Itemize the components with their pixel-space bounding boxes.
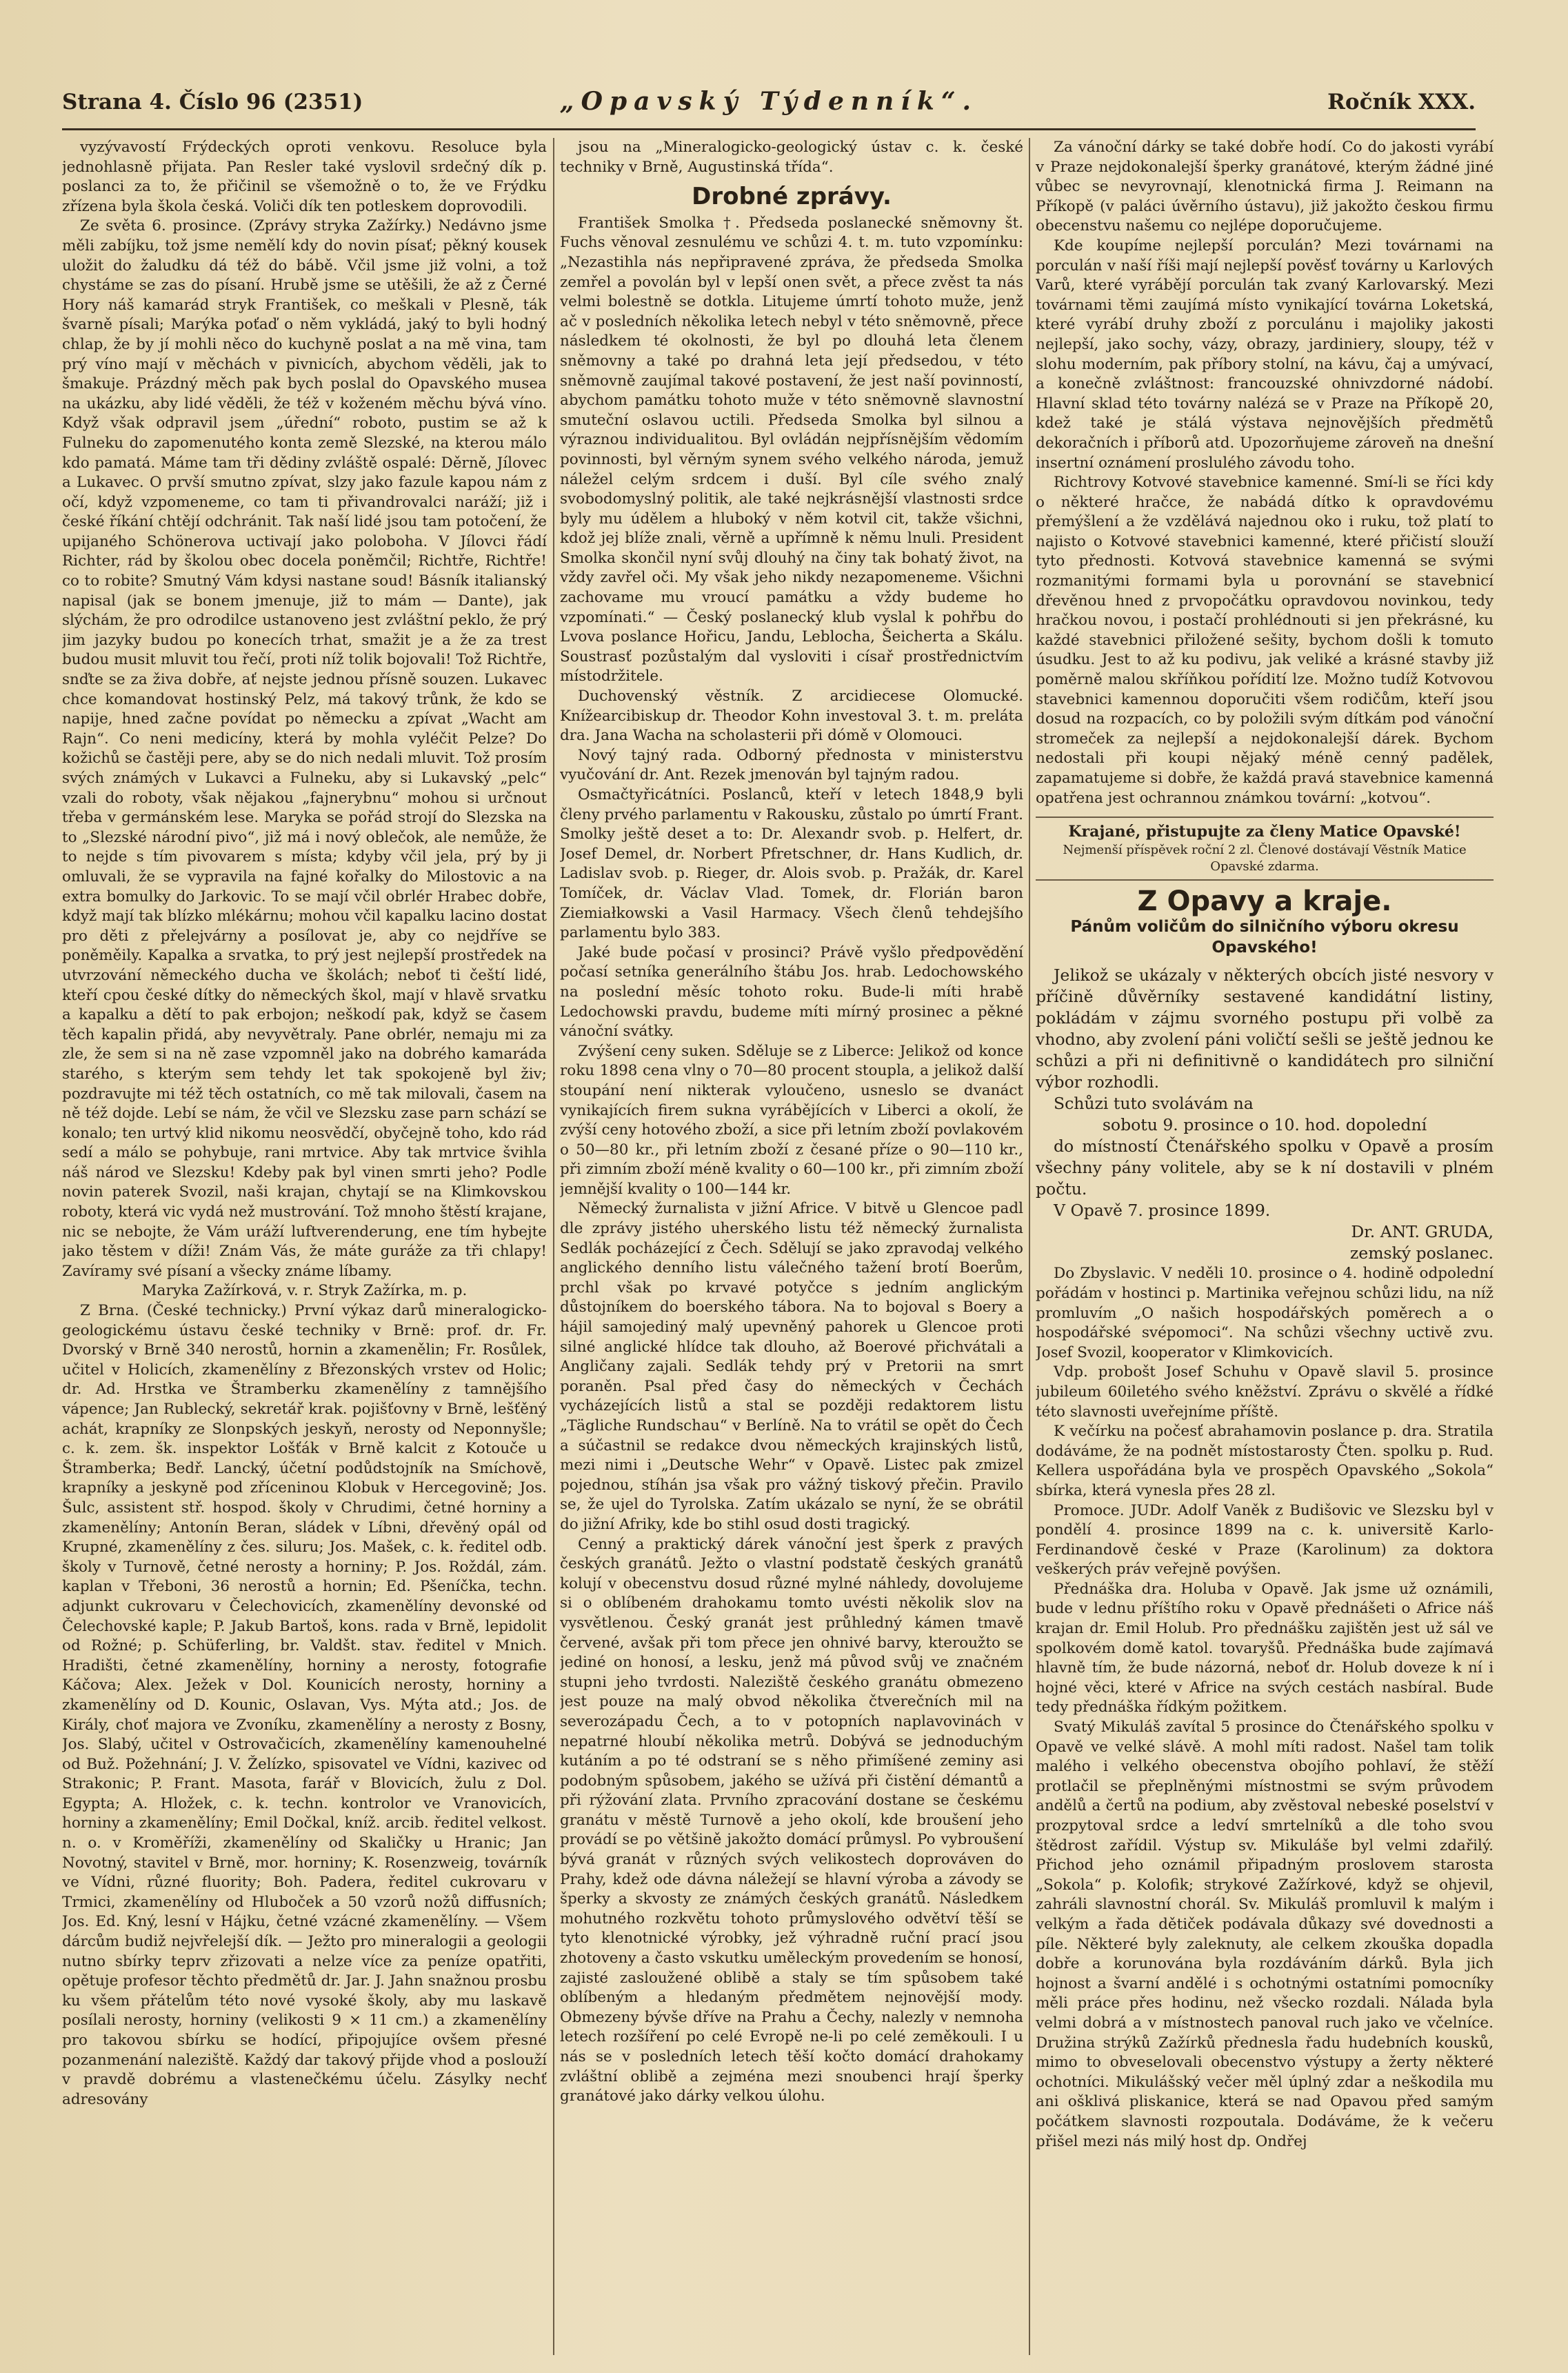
news-item: Svatý Mikuláš zavítal 5 prosince do Čtenářského spolku v Opavě ve velké slávě. A mohl míti radost. Našel tam tolik malého i velkého obecenstva obojího pohlaví, že stěží protlačil se přeplněnými místnostmi se svým průvodem andělů a čertů na podium, aby zvěstoval nebeské poselství v prozpytoval srdce a ledví smrtelníků a dle toho svou štědrost zařídil. Výstup sv. Mikuláše byl velmi zdařilý. Přichod jeho oznámil připadným proslovem starosta „Sokola“ p. Kolofik; strykové Zažírkové, když se ohjevil, zahráli slavnostní chorál. Sv. Mikuláš promluvil k malým i velkým a řada dětiček podávala důkazy své dovednosti a píle. Některé byly zaleknuty, ale celkem zkouška dopadla dobře a korunována byla rozdáváním dárků. Byla jich hojnost a švarní andělé i s ochotnými ostatními pomocníky měli práce přes hodinu, než všecko rozdali. Nálada byla velmi dobrá a v místnostech panoval ruch jako ve včelníce. Družina strýků Zažírků přednesla řadu hudebních kousků, mimo to obveselovali obecenstvo výstupy a žerty některé ochotníci. Mikulášský večer měl úplný zdar a neškodila mu ani ošklivá pliskanice, která se nad Opavou před samým počátkem slavnosti rozpoutala. Dodáváme, že k večeru přišel mezi nás milý host dp. Ondřej xyxy=(1036,1719,1494,2150)
news-item: K večírku na počesť abrahamovin poslance p. dra. Stratila dodáváme, že na podnět místostarosty Čten. spolku p. Rud. Kellera uspořádána byla ve prospěch Opavského „Sokola“ sbírka, která vynesla přes 28 zl. xyxy=(1036,1423,1494,1499)
news-item: Za vánoční dárky se také dobře hodí. Co do jakosti vyrábí v Praze nejdokonalejší šperky granátové, kterým žádné jiné vůbec se nevyrovnají, klenotnická firma J. Reimann na Příkopě (v paláci úvěrního ústavu), již jakožto českou firmu obecenstvu našemu co nejlépe doporučujeme. xyxy=(1036,139,1494,235)
news-item: Osmačtyřicátníci. Poslanců, kteří v letech 1848,9 byli členy prvého parlamentu v Rakousku, zůstalo po úmrtí Frant. Smolky ještě deset a to: Dr. Alexandr svob. p. Helfert, dr. Josef Demel, dr. Norbert Pfretschner, dr. Hans Kudlich, dr. Ladislav svob. p. Rieger, dr. Alois svob. p. Pražák, dr. Karel Tomíček, dr. Václav Vlad. Tomek, dr. Florián baron Ziemiałkowski a Vasil Harmacy. Všech členů tehdejšího parlamentu bylo 383. xyxy=(560,786,1023,942)
masthead-title: „Opavský Týdenník“. xyxy=(559,87,978,116)
news-item: Duchovenský věstník. Z arcidiecese Olomucké. Knížearcibiskup dr. Theodor Kohn investoval 3. t. m. preláta dra. Jana Wacha na scholasterii při dómě v Olomouci. xyxy=(560,688,1023,745)
column-2 xyxy=(560,138,1023,2355)
notice-box xyxy=(1036,817,1494,881)
news-item: Zvýšení ceny suken. Sděluje se z Liberce: Jelikož od konce roku 1898 cena vlny o 70—80 procent stoupla, a jelikož další stoupání není nikterak vyloučeno, usneslo se dvanáct vynikajících firem sukna vyrábějících v Liberci a okolí, že zvýší ceny hotového zboží, a sice při letním zboží povlakovém o 50—80 kr., při letním zboží z česané příze o 90—110 kr., při zimním zboží méně kvality o 60—100 kr., při zimním zboží jemnější kvality o 100—144 kr. xyxy=(560,1042,1023,1198)
news-item: Richtrovy Kotvové stavebnice kamenné. Smí-li se říci kdy o některé hračce, že nabádá dítko k opravdovému přemýšlení a že vzdělává najednou oko i ruku, tož platí to najisto o Kotvové stavebnici kamenné, které přičistí slouží tyto přednosti. Kotvová stavebnice kamenná se svými rozmanitými formami byla u porovnání se stavebnicí dřevěnou hned z prvopočátku opravdovou novinkou, tedy hračkou novou, i postačí prohlédnouti si jen překrásné, ku každé stavebnici přiložené sešity, bychom došli k tomuto úsudku. Jest to až ku podivu, jak veliké a krásné stavby již poměrně malou skříňkou pořídití lze. Možno tudíž Kotvovou stavebnici kamennou doporučiti všem rodičům, kteří jsou dosud na rozpacích, co by položili svým dítkám pod vánoční stromeček za nejlepší a nejdokonalejší dárek. Bychom nedostali při koupi nějaký méně cenný padělek, zapamatujeme si dobře, že každá pravá stavebnice kamenná opatřena jest ochrannou známkou tovární: „kotvou“. xyxy=(1036,474,1494,807)
news-item: Nový tajný rada. Odborný přednosta v ministerstvu vyučování dr. Ant. Rezek jmenován byl tajným radou. xyxy=(560,746,1023,784)
meeting-date: sobotu 9. prosince o 10. hod. dopolední xyxy=(1102,1115,1427,1135)
page-number: Strana 4. Číslo 96 (2351) xyxy=(62,90,363,114)
news-item: Promoce. JUDr. Adolf Vaněk z Budišovic ve Slezsku byl v pondělí 4. prosince 1899 na c. k. universitě Karlo-Ferdinandově české v Praze (Karolinum) za doktora veškerých práv veřejně povýšen. xyxy=(1036,1501,1494,1579)
news-item: František Smolka †. Předseda poslanecké sněmovny št. Fuchs věnoval zesnulému ve schůzi 4. t. m. tuto vzpomínku: „Nezastihla nás nepřipravené zpráva, že předseda Smolka zemřel a povolán byl v lepší onen svět, a přece zvěst ta nás velmi bolestně se dotkla. Litujeme úmrtí tohoto muže, jenž ač v posledních několika letech nebyl v této sněmovně, přece následkem té okolnosti, že byl po dlouhá leta členem sněmovny a také po drahná leta její předsedou, v této sněmovně zaujímal takové postavení, že jest naší povinností, abychom památku tohoto muže v této sněmovně slavnostní smuteční oslavou uctili. Předseda Smolka byl silnou a výraznou individualitou. Byl ovládán nejpřísnějším vědomím povinnosti, byl věrným synem svého velkého národa, jemuž náležel celým srdcem i duší. Byl cíle svého znalý svobodomyslný politik, ale také nejkrásnější vlastnosti srdce byly mu údělem a hluboký v něm kotvil cit, takže všichni, kdož jej blíže znali, věrně a upřímně k němu lnuli. President Smolka skončil nyní svůj dlouhý na činy tak bohatý život, na vždy zavřel oči. My však jeho nikdy nezapomeneme. Všichni zachovame mu vroucí památku a vždy budeme ho vzpomínati.“ — Český poslanecký klub vyslal k pohřbu do Lvova poslance Hořicu, Jandu, Leblocha, Šeicherta a Skálu. Soustrasť pozůstalým dal vysloviti i císař prostřednictvím místodržitele. xyxy=(560,214,1023,685)
proclamation-date: V Opavě 7. prosince 1899. xyxy=(1054,1201,1271,1221)
notice-title: Krajané, přistupujte za členy Matice Opavské! xyxy=(1068,823,1461,841)
signature-line: Maryka Zažírková, v. r. Stryk Zažírka, m. p. xyxy=(141,1282,468,1300)
news-item: Německý žurnalista v jižní Africe. V bitvě u Glencoe padl dle zprávy jistého uherského listu též německý žurnalista Sedlák pocházející z Čech. Sdělují se jako zpravodaj velkého anglického denního listu válečného tažení brotí Boerům, prchl však po krvavé potyčce s jedním anglickým důstojníkem do boerského tábora. Na to bojoval s Boery a hájil samojediný malý upevněný pahorek u Glencoe proti silné anglické hlídce tak dlouho, až Boerové přichvátali a Angličany zajali. Sedlák tehdy prý v Pretorii na smrt poraněn. Psal před časy do německých v Čechách vycházejících listů a stal se později redaktorem listu „Tägliche Rundschau“ v Berlíně. Na to vrátil se opět do Čech a súčastnil se redakce dvou německých krajinských listů, mezi nimi i „Deutsche Wehr“ v Opavě. Listec pak zmizel pojednou, stíhán jsa však pro vážný tiskový přečin. Pravilo se, že ujel do Tyrolska. Zatím ukázalo se nyní, že se obrátil do jižní Afriky, kde bo stihl osud dosti tragický. xyxy=(560,1200,1023,1533)
page-header xyxy=(62,83,1476,130)
section-heading: Drobné zprávy. xyxy=(692,183,892,211)
notice-text: Nejmenší příspěvek roční 2 zl. Členové dostávají Věstník Matice Opavské zdarma. xyxy=(1063,842,1467,874)
column-3 xyxy=(1036,138,1494,2355)
news-item: Cenný a praktický dárek vánoční jest šperk z pravých českých granátů. Ježto o vlastní podstatě českých granátů kolují v obecenstvu dosud různé mylné náhledy, dovolujeme si o oblíbeném drahokamu tomto uvésti několik slov na vysvětlenou. Český granát jest průhledný kámen tmavě červené, avšak při tom přece jen ohnivé barvy, kteroužto se jediné on honosí, a lesku, jenž má původ svůj ve značném stupni jeho tvrdosti. Naleziště českého granátu obmezeno jest pouze na malý obvod několika čtverečních mil na severozápadu Čech, a to v potopních naplavovinách v nepatrné hloubí několika metrů. Dobývá se jednoduchým kutáním a po té odstraní se s něho přimíšené zeminy asi podobným spůsobem, jakého se užívá při čistění démantů a při rýžování zlata. Prvního zpracování dostane se českému granátu v městě Turnově a jeho okolí, kde broušení jeho provádí se po většině jakožto domácí průmysl. Po vybroušení bývá granát v různých svých velikostech doprováven do Prahy, kdež ode dávna náležejí se hlavní výroba a závody se šperky a skvosty ze známých českých granátů. Následkem mohutného rozkvětu tohoto průmyslového odvětví těší se tyto klenotnické výrobky, jež výhradně ruční prací jsou zhotoveny a často vskutku uměleckým provedením se honosí, zajisté zasloužené oblibě a staly se tím spůsobem také oblíbeným a hledaným předmětem nejnovější mody. Obmezeny bývše dříve na Prahu a Čechy, nalezly v nemnoha letech rozšíření po celé Evropě ne-li po celé zeměkouli. I u nás se v posledních letech těší kočto domácí drahokamy zvláštní oblibě a zejména mezi snoubenci hrají šperky granátové jako dárky velkou úlohu. xyxy=(560,1535,1023,2105)
article-paragraph: Ze světa 6. prosince. (Zprávy stryka Zažírky.) Nedávno jsme měli zabíjku, tož jsme nemělí kdy do novin písať; pěkný kousek uložit do žaludku dá též do bábě. Včil jsme již volni, a tož chystáme se zas do písaní. Hrubě jsme se utěšili, že až z Černé Hory náš kamarád stryk František, co meškali v Plesně, ták švarně písali; Marýka poťaď o něm vykládá, jaký to byli hodný chlap, že by jí mohli něco do kuchyně poslat a na mě vina, tam prý víno mají v měchách v pivnicích, abychom věděli, jak to šmakuje. Prázdný měch pak bych poslal do Opavského musea na ukázku, aby lidé věděli, že též v koženém měchu bývá víno. Když však odpravil jsem „úřední“ roboto, pustim se až k Fulneku do zapomenutého konta země Slezské, na kterou málo kdo pamatá. Máme tam tři dědiny zvláště ospalé: Děrně, Jílovec a Lukavec. O prvší smutno zpívat, slzy jako fazule kapou nám z očí, když vzpomeneme, co tam ti přivandrovalci naráží; již i české říkání chtějí odchránit. Tak naší lidé jsou tam potočení, že upijaného Schönerova uctivají jako poloboha. V Jílovci řádí Richter, rád by školou obec docela poněmčil; Richtře, Richtře! co to robite? Smutný Vám kdysi nastane soud! Básník italianský napisal (jak se bonem jmenuje, již to mám — Dante), jak slýchám, že pro odrodilce ustanoveno jest zvláštní peklo, že prý jim jazyky budou po konecích trhat, smažit je a že za trest budou musit mluvit tou řečí, proti níž tolik bojovali! Tož Richtře, snďte se za živa dobře, ať nejste jednou přísně souzen. Lukavec chce komandovat hostinský Pelz, má takový trůnk, že kdo se napije, hned začne povídat po německu a zpívat „Wacht am Rajn“. Co neni medicíny, která by mohla vyléčit Pelze? Do kožichů se častěji pere, aby se do nich nedali mluvit. Tož prosím svých známých v Lukavci a Fulneku, aby si Lukavský „pelc“ vzali do roboty, však nějakou „fajnerybnu“ mohou si určnout třeba v germánském lese. Maryka se pořád strojí do Slezska na to „Slezské národní pivo“, již má i nový oblečok, ale nemůže, že to nejde s tím pivovarem s místa; kdyby včil jela, prý by ji omluvali, že se vypravila na fajné kořalky do Milostovic a na extra bomulky do Jarkovic. To se mají včil obrlér Hrabec dobře, když mají tak blízko mlékárnu; mohou včil kapalku lacino dostat pro děti z přelejvárny a posílovat je, aby co nejdříve se poněměily. Kapalka a srvatka, to prý jest nejlepší prostředek na utvrzování německého ducha ve školách; neboť ti čeští lidé, kteří cpou české dítky do německých škol, mají v hlavě srvatku a kapalku a dětí to pak erbojon; neškodí pak, když se časem těch kapalin přidá, aby nevyvětraly. Pane obrlér, nemaju mi za zle, že sem si na ně zase vzpomněl jako na dobrého kamaráda starého, s kterým sem tehdy let tak spokojeně byl živ; pozdravujte mi též těch ostatních, co mě tak milovali, časem na ně též dojde. Lebí se nám, že včil ve Slezsku zase parn schází se konalo; ten urtvý klid nikomu neosvědčí, obyčejně toho, kdo rád sedí a málo se pohybuje, rani mrtvice. Aby tak mrtvice švihla náš národ ve Slezsku! Kdeby pak byl vinen smrti jeho? Podle novin paterek Svozil, naši krajan, chytají se na Klimkovskou roboty, která vic vydá než mustrování. Tož mnoho štěstí krajane, nic se nebojte, že Vám uráží luftverenderung, ene tím hybejte jako těstem v díži! Znám Vás, že máte guráže za tři chlapy! Zavíramy své písaní a všecky známe líbamy. xyxy=(62,217,547,1280)
news-item: Do Zbyslavic. V neděli 10. prosince o 4. hodině odpolední pořádám v hostinci p. Martinika veřejnou schůzi lidu, na níž promluvím „O našich hospodářských poměrech a o hospodářské svépomoci“. Na schůzi všechny uctivě zvu. Josef Svozil, kooperator v Klimkovicích. xyxy=(1036,1265,1494,1361)
volume-label: Ročník XXX. xyxy=(1327,90,1476,114)
section-heading: Z Opavy a kraje. xyxy=(1137,885,1392,917)
proclamation xyxy=(1036,965,1494,1264)
proclamation-paragraph: Jelikož se ukázaly v některých obcích jisté nesvory v příčině důvěrníky sestavené kandidátní listiny, pokládám v zájmu svorného postupu při volbě za vhodno, aby zvolení páni voličtí sešli se ještě jednou ke schůzi a při ni definitivně o kandidátech pro silniční výbor rozhodli. xyxy=(1036,965,1494,1092)
news-item: Přednáška dra. Holuba v Opavě. Jak jsme už oznámili, bude v lednu příštího roku v Opavě přednášeti o Africe náš krajan dr. Emil Holub. Pro přednášku zajištěn jest už sál ve spolkovém domě katol. tovaryšů. Přednáška bude zajímavá hlavně tím, že bude názorná, neboť dr. Holub doveze k ní i hojné věci, které v Africe na svých cestách nasbíral. Bude tedy přednáška řídkým požitkem. xyxy=(1036,1580,1494,1716)
proclamation-paragraph: do místností Čtenářského spolku v Opavě a prosím všechny pány volitele, aby se k ní dostavili v plném počtu. xyxy=(1036,1137,1494,1199)
news-item: Vdp. probošt Josef Schuhu v Opavě slavil 5. prosince jubileum 60iletého svého kněžství. Zprávu o skvělé a řídké této slavnosti uveřejníme příště. xyxy=(1036,1363,1494,1421)
column-1 xyxy=(62,138,547,2355)
column-divider xyxy=(1029,138,1030,2355)
proclamation-paragraph: Schůzi tuto svolávám na xyxy=(1054,1094,1254,1114)
signature-title: zemský poslanec. xyxy=(1349,1243,1494,1263)
article-paragraph: jsou na „Mineralogicko-geologický ústav c. k. české techniky v Brně, Augustinská třída“. xyxy=(560,139,1023,176)
article-paragraph: vyzývavostí Frýdeckých oproti venkovu. Resoluce byla jednohlasně přijata. Pan Resler také vyslovil srdečný dík p. poslanci za to, že přičinil se všemožně o to, že ve Frýdku zřízena byla škola česká. Voliči dík ten potleskem doprovodili. xyxy=(62,139,547,215)
news-item: Jaké bude počasí v prosinci? Právě vyšlo předpovědění počasí setníka generálního štábu Jos. hrab. Ledochowského na poslední měsíc tohoto roku. Bude-li míti hrabě Ledochowski pravdu, budeme míti mírný prosinec a pěkné vánoční svátky. xyxy=(560,943,1023,1041)
column-divider xyxy=(553,138,554,2355)
news-item: Kde koupíme nejlepší porculán? Mezi továrnami na porculán v naší říši mají nejlepší pověsť továrny u Karlových Varů, které vyrábějí porculán tak zvaný Karlovarský. Mezi továrnami těmi zaujímá místo vynikající továrna Loketská, které vyrábí druhy zboží z porculánu i majoliky jakosti nejlepší, jako sochy, vázy, obrazy, jardiniery, sloupy, též v slohu moderním, pak příbory stolní, na kávu, čaj a umývací, a konečně zvláštnost: francouzské ohnivzdorné nádobí. Hlavní sklad této továrny nalézá se v Praze na Příkopě 20, kdež také je stálá výstava nejnovějších předmětů dekoračních i příborů atd. Upozorňujeme zároveň na dnešní insertní oznámení proslulého závodu toho. xyxy=(1036,237,1494,472)
proclamation-title: Pánům voličům do silničního výboru okresu Opavského! xyxy=(1070,918,1459,957)
signature-name: Dr. ANT. GRUDA, xyxy=(1351,1222,1494,1242)
article-paragraph: Z Brna. (České technicky.) První výkaz darů mineralogicko-geologickému ústavu české techniky v Brně: prof. dr. Fr. Dvorský v Brně 340 nerostů, hornin a zkamenělin; Fr. Rosůlek, učitel v Holicích, zkamenělíny z Březonských vrstev od Holic; dr. Ad. Hrstka ve Štramberku zkamenělíny z tamnějšího vápence; Jan Rublecký, sekretář krak. pojišťovny v Brně, lešťěný achát, krapníky ze Slonpských jeskyň, nerosty od Neponnyšle; c. k. zem. šk. inspektor Lošťák v Brně kalcit z Kotouče u Štramberka; Bedř. Lancký, účetní podůdstojník na Smíchově, krapníky a jeskyně pod zříceninou Klobuk v Hercegovině; Jos. Šulc, assistent stř. hospod. školy v Chrudimi, četné horniny a zkamenělíny; Antonín Beran, sládek v Líbni, dřevěný opál od Krupné, zkamenělíny z čes. siluru; Jos. Mašek, c. k. ředitel odb. školy v Turnově, četné nerosty a horniny; P. Jos. Roždál, zám. kaplan v Třeboni, 36 nerostů a hornin; Ed. Pšeníčka, techn. adjunkt cukrovaru v Čelechovicích, zkamenělíny devonské od Čelechovské kaple; P. Jakub Bartoš, kons. rada v Brně, lepidolit od Rožné; p. Schüferling, br. Valdšt. stav. ředitel v Mnich. Hradišti, četné zkamenělíny, horniny a nerosty, fotografie Káčova; Alex. Ježek v Dol. Kounicích nerosty, horniny a zkamenělíny od D. Kounic, Oslavan, Vys. Mýta atd.; Jos. de Király, choť majora ve Zvoníku, zkamenělíny a nerosty z Bosny, Jos. Slabý, učitel v Ostrovačicích, zkamenělíny kamenouhelné od Buž. Požehnání; J. V. Želízko, spisovatel ve Vídni, kazivec od Strakonic; P. Frant. Masota, farář v Blovicích, žulu z Dol. Egypta; A. Hložek, c. k. techn. kontrolor ve Vranovicích, horniny a zkamenělíny; Emil Dočkal, kníž. arcib. ředitel velkost. n. o. v Kroměříži, zkamenělíny od Skaličky u Hranic; Jan Novotný, stavitel v Brně, mor. horniny; K. Rosenzweig, továrník ve Vídni, různé fluority; Boh. Padera, ředitel cukrovaru v Trmici, zkamenělíny od Hluboček a 50 vzorů nožů diffusních; Jos. Ed. Kný, lesní v Hájku, četné vzácné zkamenělíny. — Všem dárcům budiž nejvřelejší dík. — Ježto pro mineralogii a geologii nutno sbírky teprv zřizovati a nelze více za peníze opatřiti, opětuje profesor těchto předmětů dr. Jar. J. Jahn snažnou prosbu ku všem přátelům této nové vysoké školy, aby mu laskavě posílali nerosty, horniny (velikosti 9 × 11 cm.) a zkamenělíny pro takovou sbírku se hodící, připojujíce ovšem přesné pozanmenání naleziště. Každý dar takový přijde vhod a poslouží v pravdě dobrému a vlastenečkému účelu. Zásylky nechť adresovány xyxy=(62,1302,547,2108)
